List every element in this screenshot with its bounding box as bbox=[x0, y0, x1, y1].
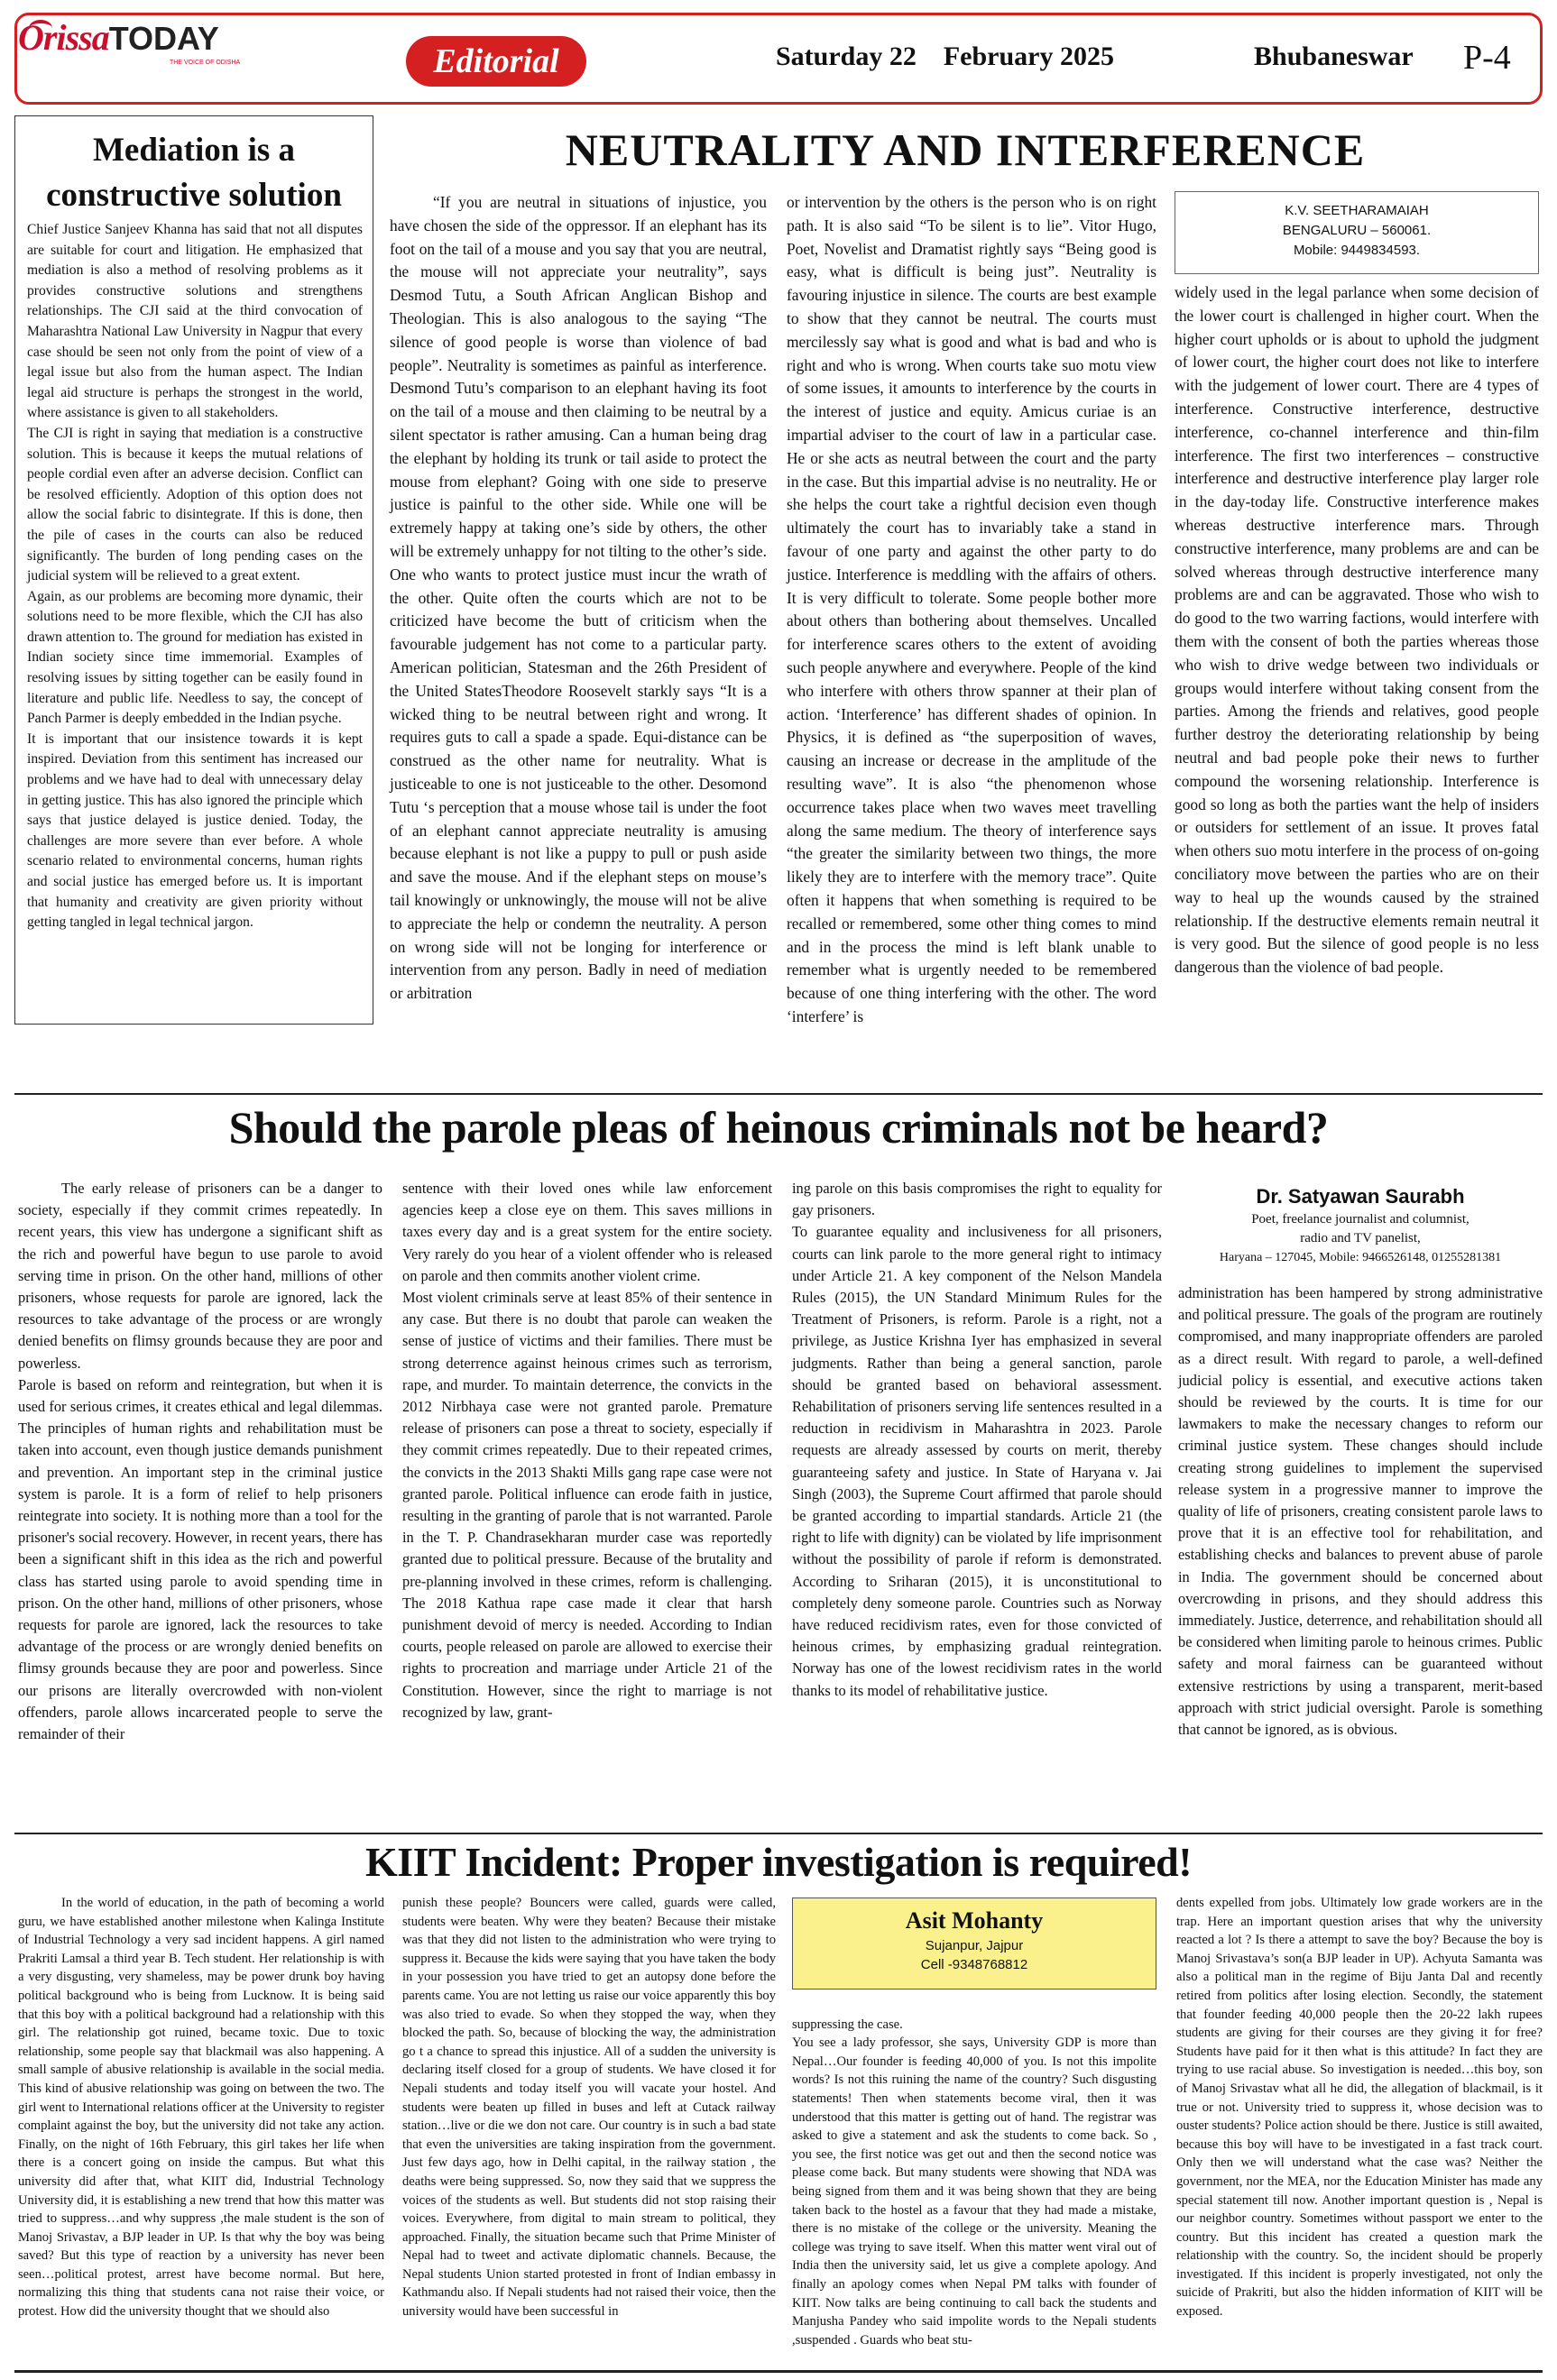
article-2-headline: Should the parole pleas of heinous criminals not be heard? bbox=[228, 1102, 1329, 1153]
article-2-byline bbox=[1178, 1183, 1543, 1267]
author-place: Sujanpur, Jajpur bbox=[925, 1938, 1024, 1953]
logo-swoosh-icon bbox=[29, 20, 52, 36]
paragraph: punish these people? Bouncers were called, guards were called, students were beaten. Why were they beaten? Because their mistake was that they did not listen to the administration who were trying to suppress it. Because the kids were saying that you have taken the body in your possession you have tried to get an autopsy done before the parents came. You are not letting us raise our voice apparently this boy was also tried to evade. So when they stopped the way, when they blocked the path. So, because of blocking the way, the administration go t a chance to spread this injustice. All of a sudden the university is declaring itself closed for a group of students. We have closed it for Nepali students and today itself you will vacate your hostel. And students were beaten up filled in buses and left at Cutack railway station…live or die we don not care. Our country is in such a bad state that even the universities are taking inspiration from the government. Just few days ago, how in Delhi capital, in the railway station , the deaths were being suppressed. So, now they said that we suppress the voices of the students as well. But students did not stop raising their voices. Everywhere, from digital to main stream to political, they approached. Finally, the situation became such that Prime Minister of Nepal had to tweet and activate diplomatic channels. Because, the Nepal students Union started protested in front of Indian embassy in Kathmandu also. If Nepali students had not raised their voice, then the university would have been successful in bbox=[402, 1896, 776, 2320]
article-1-column-2 bbox=[787, 191, 1156, 1029]
sidebar-title-line-1: Mediation is a bbox=[92, 132, 296, 169]
logo-tagline: THE VOICE OF ODISHA bbox=[170, 60, 241, 66]
article-1-byline-box bbox=[1175, 191, 1539, 274]
article-3-headline: KIIT Incident: Proper investigation is required! bbox=[364, 1839, 1193, 1885]
section-badge: Editorial bbox=[406, 36, 586, 87]
sidebar-article-body bbox=[27, 220, 363, 933]
paragraph: suppressing the case. You see a lady professor, she says, University GDP is more than Nepal…Our founder is feeding 40,000 of you. Is not this impolite words? Is not this ruining the name of the country? Such disgusting statements! Then when statements become viral, then it was understood that this matter is getting out of hand. The registrar was asked to give a statement and ask the students to come back. So , you see, the first notice was get out and then the second notice was please come back. But many students were showing that NDA was being signed from them and it was being shown that they are being taken back to the hostel as a favour that they had made a mistake, there is no mistake of the college or the university. Meaning the college was trying to save itself. When this matter went viral out of India then the university said, let us give a complete apology. And finally an apology comes when Nepal PM talks with founder of KIIT. Now talks are being continuing to call back the students and Manjusha Pandey who said impolite words to the Nepali students ,suspended . Guards who beat stu- bbox=[792, 2017, 1156, 2348]
paragraph: ing parole on this basis compromises the right to equality for gay prisoners. bbox=[792, 1180, 1162, 1219]
paragraph: In the world of education, in the path of becoming a world guru, we have established another milestone when Kalinga Institute of Industrial Technology a very sad incident happens. A girl named Prakriti Lamsal a third year B. Tech student. Her relationship is with a very disgusting, very shameless, may be power drunk boy having political background who is being from Lucknow. It is being said that this boy with a political background had a relationship with this girl. The relationship got ruined, became toxic. Due to toxic relationship, some people say that blackmail was also happening. A small sample of abusive relationship is available in the social media. This kind of abusive relationship was going on between the two. The girl went to International relations officer at the University to register complaint against the boy, but the university did not take any action. Finally, on the night of 16th February, this girl takes her life when there is a concert going on inside the campus. But what this university did after that, what KIIT did, Industrial Technology University did, it is establishing a new trend that how this matter was tried to suppress…and why suppress ,the male student is the son of Manoj Srivastav, a BJP leader in UP. Is that why the boy was being saved? But this type of reaction by a university has never been seen…political protest, arrest have become normal. But here, normalizing this thing that students cana not raise their voice, or protest. How did the university thought that we should also bbox=[18, 1896, 384, 2320]
author-name: K.V. SEETHARAMAIAH bbox=[1285, 203, 1429, 218]
sidebar-title-line-2: constructive solution bbox=[46, 177, 342, 214]
author-mobile: Mobile: 9449834593. bbox=[1293, 243, 1421, 258]
paragraph: sentence with their loved ones while law enforcement agencies keep a close eye on them. This saves millions in taxes every day and is a great system for the entire society. Very rarely do you hear of a violent offender who is released on parole and then commits another violent crime. bbox=[402, 1180, 772, 1284]
paragraph: Most violent criminals serve at least 85% of their sentence in any case. But there is no doubt that parole can weaken the sense of justice of victims and their families. There must be strong deterrence against heinous crimes such as terrorism, rape, and murder. To maintain deterrence, the convicts in the 2012 Nirbhaya case were not granted parole. Premature release of prisoners can pose a threat to society, especially if they commit crimes repeatedly. Due to their repeated crimes, the convicts in the 2013 Shakti Mills gang rape case were not granted parole. Political influence can erode faith in justice, resulting in the granting of parole that is not warranted. Parole in the T. P. Chandrasekharan murder case was reportedly granted due to political pressure. Because of the brutality and pre-planning involved in these crimes, reform is challenging. The 2018 Kathua rape case made it clear that harsh punishment devoid of mercy is needed. According to Indian courts, people released on parole are allowed to exercise their rights to procreation and marriage under Article 21 of the Constitution. However, since the right to marriage is not recognized by law, grant- bbox=[402, 1289, 772, 1721]
article-1-column-1 bbox=[390, 191, 767, 1006]
article-2-column-3 bbox=[792, 1178, 1162, 1702]
sidebar-article-title bbox=[16, 128, 372, 218]
article-1-headline: NEUTRALITY AND INTERFERENCE bbox=[565, 124, 1366, 175]
article-2-column-4 bbox=[1178, 1282, 1543, 1741]
article-3-column-1 bbox=[18, 1894, 384, 2321]
paragraph: widely used in the legal parlance when some decision of the lower court is challenged in higher court. When the higher court upholds or is about to uphold the judgment of lower court, the higher court does not like to interfere with the judgement of lower court. There are 4 types of interference. Constructive interference, destructive interference, co-channel interference and thin-film interference. The first two interferences – constructive interference and destructive interference play larger role in the day-today life. Constructive interference makes whereas destructive interference mars. Through constructive interference, many problems are and can be solved whereas through destructive interference many problems are and can be aggravated. Those who wish to do good to the two warring factions, would interfere with them with the consent of both the parties whereas those who wish to drive wedge between two individuals or groups would interfere without taking consent from the parties. Among the friends and relatives, good people further destroy the deteriorating relationship by being neutral and bad people poke their news to further compound the worsening relationship. Interference is good so long as both the parties want the help of insiders or outsiders for settlement of an issue. It proves fatal when others suo motu interfere in the process of on-going conciliatory move between the parties who are on their way to heal up the wounds caused by the strained relationship. If the destructive elements remain neutral it is very good. But the silence of good people is no less dangerous than the violence of bad people. bbox=[1175, 283, 1539, 977]
section-divider bbox=[14, 1093, 1543, 1095]
author-description: radio and TV panelist, bbox=[1300, 1231, 1421, 1245]
paragraph: The early release of prisoners can be a danger to society, especially if they commit crimes repeatedly. In recent years, this view has undergone a significant shift as the rich and powerful have begun to use parole to avoid serving time in prison. On the other hand, millions of other prisoners, whose requests for parole are ignored, lack the resources to take advantage of the process or are wrongly denied benefits on flimsy grounds because they are poor and powerless. bbox=[18, 1180, 382, 1372]
article-3-byline-box bbox=[792, 1898, 1156, 1989]
article-3-column-2 bbox=[402, 1894, 776, 2321]
paragraph: administration has been hampered by strong administrative and political pressure. The goals of the program are routinely compromised, and many inappropriate offenders are paroled as a direct result. With regard to parole, a well-defined judicial policy is essential, and executive actions taken should be reviewed by the courts. It is time for our lawmakers to make the necessary changes to reform our criminal justice system. These changes should include creating strong guidelines to implement the supervised release system in a progressive manner to improve the quality of life of prisoners, creating consistent parole laws to prove that it is an effective tool for rehabilitation, and establishing checks and balances to prevent abuse of parole in India. The government should be concerned about overcrowding in prisons, and they should address this immediately. Justice, deterrence, and rehabilitation should all be considered when limiting parole to heinous crimes. Public safety and moral fairness can be guaranteed without extensive restrictions by using a transparent, merit-based approach with strict judicial oversight. Parole is something that cannot be ignored, as is obvious. bbox=[1178, 1284, 1543, 1739]
article-2-column-1 bbox=[18, 1178, 382, 1745]
author-cell: Cell -9348768812 bbox=[920, 1957, 1028, 1972]
paragraph: Chief Justice Sanjeev Khanna has said that not all disputes are suitable for court and litigation. He emphasized that mediation is also a method of resolving problems as it provides constructive solutions and strengthens relationships. The CJI said at the third convocation of Maharashtra National Law University in Nagpur that every case should be seen not only from the point of view of a legal issue but also from the human aspect. The Indian legal aid structure is perhaps the strongest in the world, where assistance is given to all stakeholders. bbox=[27, 222, 363, 421]
paragraph: Parole is based on reform and reintegration, but when it is used for serious crimes, it creates ethical and legal dilemmas. The principles of human rights and rehabilitation must be taken into account, even though justice demands punishment and prevention. An important step in the criminal justice system is parole. It is a form of relief to help prisoners reintegrate into society. It is nothing more than a tool for the prisoner's social recovery. However, in recent years, there has been a significant shift in this idea as the rich and powerful class has started using parole to avoid spending time in prison. On the other hand, millions of other prisoners, whose requests for parole are ignored, lack the resources to take advantage of the process or are wrongly denied benefits on flimsy grounds because they are poor and powerless. Since our prisons are literally overcrowded with non-violent offenders, parole allows incarcerated people to serve the remainder of their bbox=[18, 1375, 382, 1743]
paragraph: To guarantee equality and inclusiveness for all prisoners, courts can link parole to the more general right to intimacy under Article 21. A key component of the Nelson Mandela Rules (2015), the UN Standard Minimum Rules for the Treatment of Prisoners, is reform. Parole is a right, not a privilege, as Justice Krishna Iyer has emphasized in several judgments. Rather than being a general sanction, parole should be granted based on behavioral assessment. Rehabilitation of prisoners serving life sentences resulted in a reduction in recidivism in Maharashtra in 2023. Parole requests are already assessed by courts on merit, thereby guaranteeing safety and justice. In State of Haryana v. Jai Singh (2003), the Supreme Court affirmed that parole should be granted according to impartial standards. Article 21 (the right to life with dignity) can be violated by life imprisonment without the possibility of parole if reform is demonstrated. According to Sriharan (2015), it is unconstitutional to completely deny someone parole. Countries such as Norway have reduced recidivism rates, even for those convicted of heinous crimes, by emphasizing gradual reintegration. Norway has one of the lowest recidivism rates in the world thanks to its model of rehabilitative justice. bbox=[792, 1223, 1162, 1699]
article-3-column-4 bbox=[1176, 1894, 1543, 2321]
section-divider bbox=[14, 1833, 1543, 1834]
paragraph: Again, as our problems are becoming more dynamic, their solutions need to be more flexible, which the CJI has also drawn attention to. The ground for mediation has existed in Indian society since time immemorial. Examples of resolving issues by sitting together can be easily found in literature and public life. Needless to say, the concept of Panch Parmer is deeply embedded in the Indian psyche. bbox=[27, 588, 363, 727]
newspaper-logo[interactable] bbox=[18, 16, 244, 70]
paragraph: The CJI is right in saying that mediation is a constructive solution. This is because it keeps the mutual relations of people cordial even after an adverse decision. Conflict can be resolved efficiently. Adoption of this option does not allow the social fabric to disintegrate. If this is done, then the pile of cases in the courts can also be reduced significantly. The burden of long pending cases on the judicial system will be relieved to a great extent. bbox=[27, 425, 363, 584]
page-bottom-rule bbox=[14, 2370, 1543, 2373]
paragraph: dents expelled from jobs. Ultimately low grade workers are in the trap. Here an important question arises that why the university reacted a lot ? Is there a attempt to save the boy? Because the boy is Manoj Srivastava’s son(a BJP leader in UP). Achyuta Samanta was also a political man in the regime of Biju Janta Dal and recently retired from politics after losing election. Secondly, the statement that founder feeding 40,000 people then the 20-22 lakh rupees students are giving for their courses are they giving it for free? Students have paid for it then what is this attitude? In fact they are trying to use racial abuse. So investigation is needed…this boy, son of Manoj Srivastav what all he did, the allegation of blackmail, is it true or not. University tried to suppress it, whose decision was to ouster students? Police action should be there. Justice is still awaited, because this boy will have to be investigated in a fast track court. Only then we will understand what the case was? Neither the government, nor the MEA, nor the Education Minister has made any special statement till now. Another important question is , Nepal is our neighbor country. Sometimes without passport we enter to the country. But this incident has created a question mark the relationship with the country. So, the incident should be properly investigated. If this incident is properly investigated, not only the suicide of Prakriti, but also the hidden information of KIIT will be exposed. bbox=[1176, 1896, 1543, 2320]
author-contact: Haryana – 127045, Mobile: 9466526148, 01255281381 bbox=[1219, 1251, 1502, 1264]
article-3-column-3 bbox=[792, 1997, 1156, 2368]
author-place: BENGALURU – 560061. bbox=[1282, 223, 1432, 238]
author-name: Asit Mohanty bbox=[905, 1907, 1044, 1934]
issue-date: Saturday 22 February 2025 bbox=[776, 41, 1114, 71]
author-description: Poet, freelance journalist and columnist, bbox=[1251, 1212, 1469, 1227]
author-name: Dr. Satyawan Saurabh bbox=[1256, 1185, 1465, 1208]
page-number: P-4 bbox=[1463, 39, 1511, 77]
article-1-column-3 bbox=[1175, 281, 1539, 979]
paragraph: “If you are neutral in situations of injustice, you have chosen the side of the oppressor. If an elephant has its foot on the tail of a mouse and you say that you are neutral, the mouse will not appreciate your neutrality”, says Desmod Tutu, a South African Anglican Bishop and Theologian. This is also analogous to the saying “The silence of good people is worse than violence of bad people”. Neutrality is sometimes as painful as interference. Desmond Tutu’s comparison to an elephant having its foot on the tail of a mouse and then claiming to be neutral by a silent spectator is rather amusing. Can a human being drag the elephant by holding its trunk or tail aside to protect the mouse from elephant? Going with one side to preserve justice is painful to the other side. While one will be extremely happy at taking one’s side by others, the other will be extremely unhappy for not tilting to the other’s side. One who wants to protect justice must incur the wrath of the other. Quite often the courts which are not to be criticized have become the butt of criticism when the favourable judgement has not come to a particular party. American politician, Statesman and the 26th President of the United StatesTheodore Roosevelt starkly says “It is a wicked thing to be neutral between right and wrong. It requires guts to call a spade a spade. Equi-distance can be construed as the other name for neutrality. What is justiceable to one is not justiceable to the other. Desomond Tutu ‘s perception that a mouse whose tail is under the foot of an elephant cannot appreciate neutrality is amusing because elephant is not like a puppy to pull or push aside and save the mouse. And if the elephant steps on mouse’s tail knowingly or unknowingly, the mouse will not be alive to appreciate the help or condemn the neutrality. A person on wrong side will not be longing for interference or intervention from any person. Badly in need of mediation or arbitration bbox=[390, 193, 767, 1003]
article-2-column-2 bbox=[402, 1178, 772, 1723]
paragraph: or intervention by the others is the person who is on right path. It is also said “To be silent is to lie”. Vitor Hugo, Poet, Novelist and Dramatist rightly says “Being good is easy, what is difficult is being just”. Neutrality is favouring injustice in silence. The courts are best example to show that they cannot be neutral. The courts must mercilessly say what is good and what is bad and who is right and who is wrong. When courts take suo motu view of some issues, it amounts to interference by the courts in the interest of justice and equity. Amicus curiae is an impartial adviser to the court of law in a particular case. He or she acts as neutral between the court and the party in the case. But this impartial advise is no neutrality. He or she helps the court take a rightful decision even though ultimately the court has to invariably take a stand in favour of one party and against the other party to do justice. Interference is meddling with the affairs of others. It is very difficult to tolerate. Some people bother more about others than bothering about themselves. Uncalled for interference scares others to the extent of avoiding such people anywhere and everywhere. People of the kind who interfere with others throw spanner at their plan of action. ‘Interference’ has different shades of opinion. In Physics, it is defined as “the superposition of waves, causing an increase or decrease in the amplitude of the resulting wave”. It is also “the phenomenon whose occurrence takes place when two waves meet travelling along the same medium. The theory of interference says “the greater the similarity between two things, the more likely they are to interfere with the memory trace”. Quite often it happens that when something is required to be recalled or remembered, some other thing comes to mind and in the process the mind is left blank unable to remember what is urgently needed to be remembered because of one thing interfering with the other. The word ‘interfere’ is bbox=[787, 193, 1156, 1025]
edition-city: Bhubaneswar bbox=[1254, 41, 1414, 71]
paragraph: It is important that our insistence towards it is kept inspired. Deviation from this sentiment has increased our problems and we have had to deal with unnecessary delay in getting justice. This has also ignored the principle which says that justice delayed is justice denied. Today, the challenges are more severe than ever before. A whole scenario related to environmental concerns, human rights and social justice has emerged before us. It is important that humanity and creativity are given priority without getting tangled in legal technical jargon. bbox=[27, 731, 363, 931]
logo-word-orissa: Orissa bbox=[18, 17, 109, 58]
logo-word-today: TODAY bbox=[108, 20, 219, 57]
